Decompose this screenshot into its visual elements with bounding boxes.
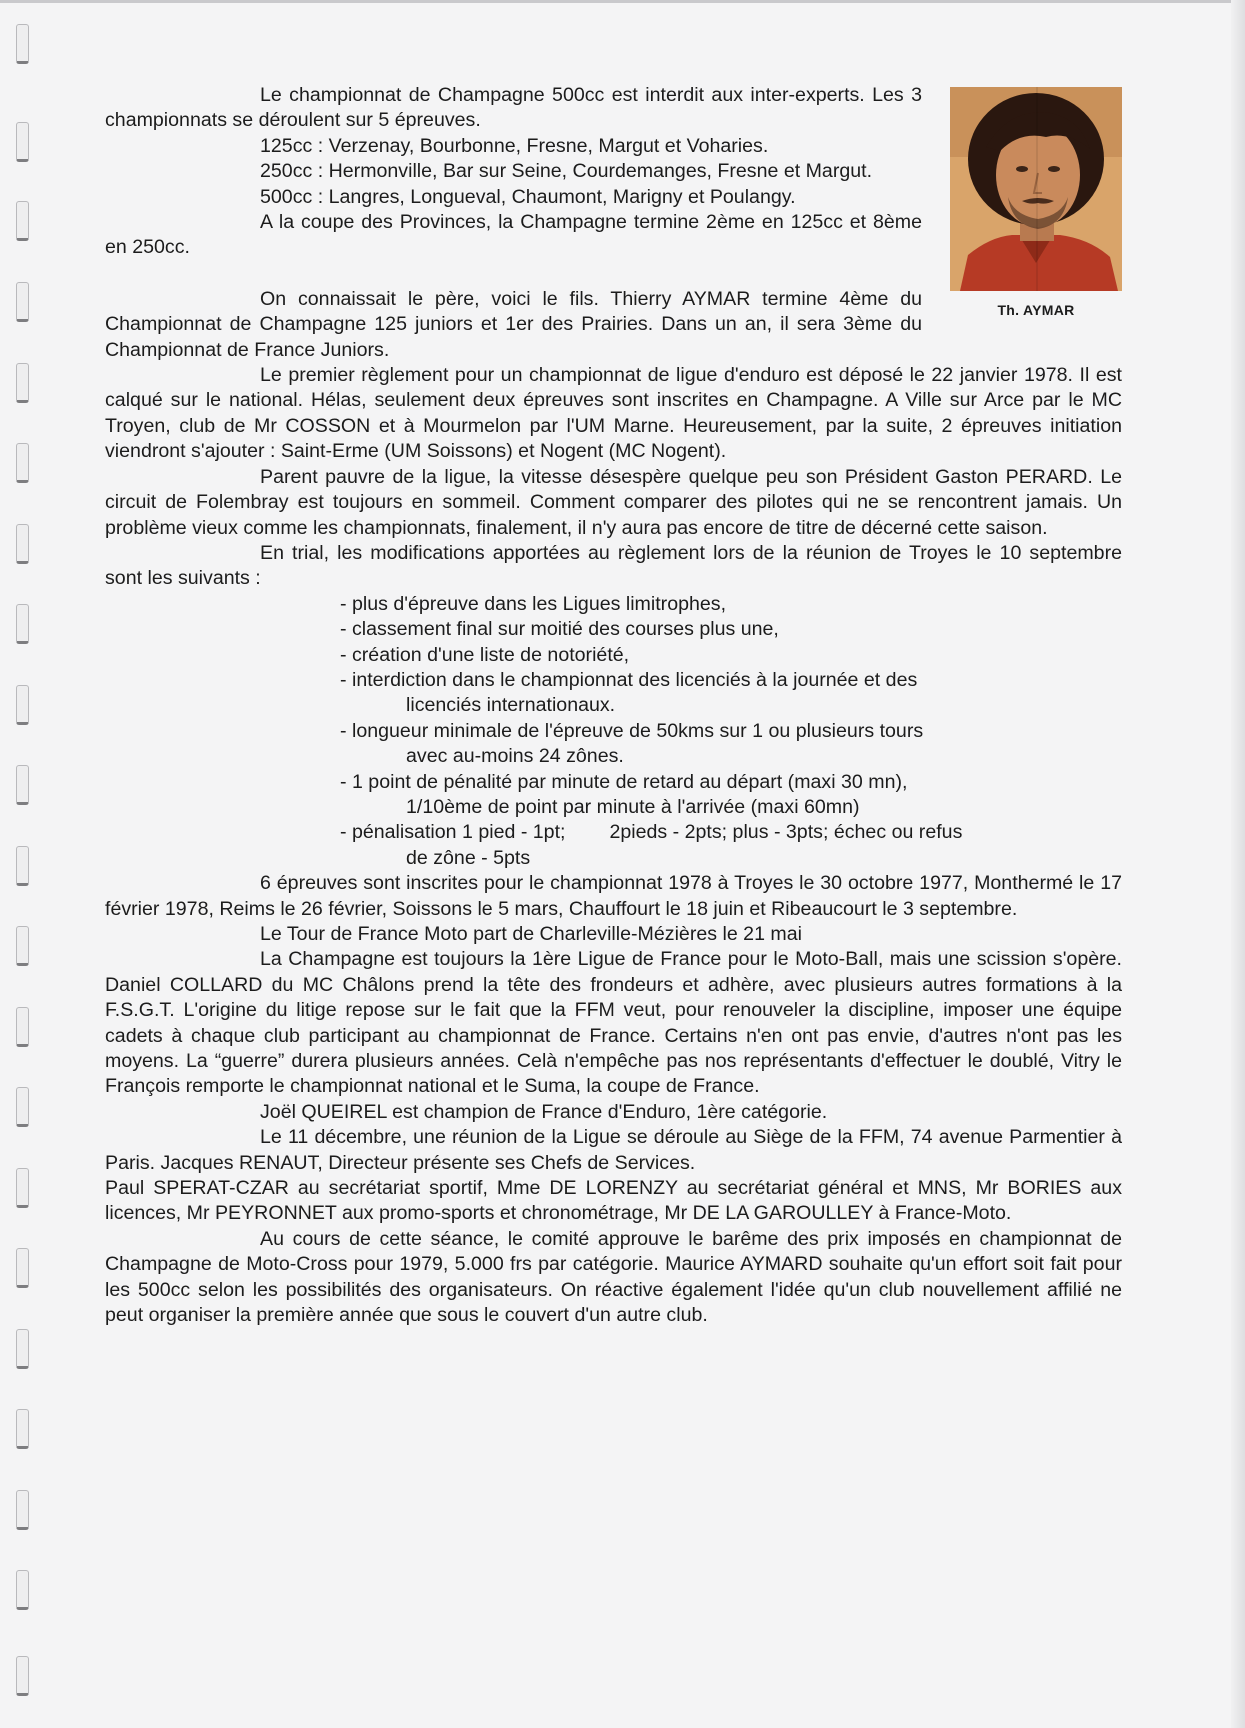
portrait-photo [950, 87, 1122, 291]
list-item-text: - plus d'épreuve dans les Ligues limitrophes, [340, 592, 727, 615]
document-body [105, 83, 1122, 1329]
paragraph-500cc-events: 500cc : Langres, Longueval, Chaumont, Marigny et Poulangy. [260, 185, 796, 208]
binding-slot [16, 24, 29, 64]
list-item [340, 617, 1122, 642]
paragraph-coupe-provinces: A la coupe des Provinces, la Champagne termine 2ème en 125cc et 8ème en 250cc. [105, 211, 922, 259]
binding-slot [16, 282, 29, 322]
binding-slot [16, 1248, 29, 1288]
binding-slot [16, 685, 29, 725]
paragraph-price-scale: Au cours de cette séance, le comité approuve le barême des prix imposés en championnat de Champagne de Moto-Cross pour 1979, 5.000 frs par catégorie. Maurice AYMARD souhaite qu'un effort soit fait pour les 500cc selon les possibilités des organisateurs. On réactive également l'idée qu'un club nouvellement affilié ne peut organiser la première année que sous le couvert d'un autre club. [105, 1227, 1122, 1327]
list-item [340, 719, 1122, 770]
list-item-text: - classement final sur moitié des courses plus une, [340, 618, 779, 641]
list-item-text: - pénalisation 1 pied - 1pt; [340, 821, 566, 844]
paragraph-125cc-events: 125cc : Verzenay, Bourbonne, Fresne, Margut et Voharies. [260, 134, 769, 157]
paragraph-ligue-meeting: Le 11 décembre, une réunion de la Ligue se déroule au Siège de la FFM, 74 avenue Parmentier à Paris. Jacques RENAUT, Directeur présente ses Chefs de Services. [105, 1126, 1122, 1174]
binding-slot [16, 1329, 29, 1369]
binding-slot [16, 1168, 29, 1208]
list-item [340, 770, 1122, 821]
binding-holes [14, 20, 36, 1720]
paragraph-enduro-rules: Le premier règlement pour un championnat de ligue d'enduro est déposé le 22 janvier 1978. Il est calqué sur le national. Hélas, seulement deux épreuves sont inscrites en Champagne. A Ville sur Arce par le MC Troyen, club de Mr COSSON et à Mourmelon par l'UM Marne. Heureusement, par la suite, 2 épreuves initiation viendront s'ajouter : Saint-Erme (UM Soissons) et Nogent (MC Nogent). [105, 364, 1122, 463]
paragraph-moto-ball: La Champagne est toujours la 1ère Ligue de France pour le Moto-Ball, mais une scission s'opère. Daniel COLLARD du MC Châlons prend la tête des frondeurs et adhère, avec plusieurs autres formations à la F.S.G.T. L'origine du litige repose sur le fait que la FFM veut, pour renouveler la discipline, imposer une équipe cadets à chaque club participant au championnat de France. Certains n'en ont pas envie, d'autres n'ont pas les moyens. La “guerre” durera plusieurs années. Celà n'empêche pas nos représentants d'effectuer le doublé, Vitry le François remporte le championnat national et le Suma, la coupe de France. [105, 948, 1122, 1098]
paragraph-trial-intro: En trial, les modifications apportées au règlement lors de la réunion de Troyes le 10 septembre sont les suivants : [105, 541, 1122, 590]
binding-slot [16, 524, 29, 564]
binding-slot [16, 1570, 29, 1610]
trial-modifications-list [105, 592, 1122, 871]
binding-slot [16, 122, 29, 162]
binding-slot [16, 1656, 29, 1696]
list-item [340, 820, 1122, 871]
portrait-figure [950, 87, 1122, 319]
portrait-image [950, 87, 1122, 291]
list-item-text: - interdiction dans le championnat des licenciés à la journée et des [340, 668, 918, 691]
paragraph-trial-calendar: 6 épreuves sont inscrites pour le championnat 1978 à Troyes le 30 octobre 1977, Monthermé le 17 février 1978, Reims le 26 février, Soissons le 5 mars, Chauffourt le 18 juin et Ribeaucourt le 3 septembre. [105, 872, 1122, 920]
binding-slot [16, 926, 29, 966]
list-item-text: - création d'une liste de notoriété, [340, 643, 630, 666]
list-item-continuation: de zône - 5pts [406, 846, 531, 869]
list-item-continuation: avec au-moins 24 zônes. [406, 745, 624, 768]
binding-slot [16, 765, 29, 805]
binding-slot [16, 604, 29, 644]
binding-slot [16, 846, 29, 886]
binding-slot [16, 201, 29, 241]
binding-slot [16, 1087, 29, 1127]
list-item-text: 2pieds - 2pts; plus - 3pts; échec ou refus [609, 821, 963, 844]
paragraph-service-chiefs: Paul SPERAT-CZAR au secrétariat sportif, Mme DE LORENZY au secrétariat général et MNS, Mr BORIES aux licences, Mr PEYRONNET aux promo-sports et chronométrage, Mr DE LA GAROULLEY à France-Moto. [105, 1177, 1122, 1225]
paragraph-250cc-events: 250cc : Hermonville, Bar sur Seine, Courdemanges, Fresne et Margut. [260, 160, 873, 183]
page-top-rule [0, 0, 1245, 3]
list-item [340, 643, 1122, 668]
list-item [340, 592, 1122, 617]
paragraph-vitesse: Parent pauvre de la ligue, la vitesse désespère quelque peu son Président Gaston PERARD. Le circuit de Folembray est toujours en sommeil. Comment comparer des pilotes qui ne se rencontrent jamais. Un problème vieux comme les championnats, finalement, il n'y aura pas encore de titre de décerné cette saison. [105, 465, 1122, 539]
binding-slot [16, 1490, 29, 1530]
list-item-continuation: 1/10ème de point par minute à l'arrivée (maxi 60mn) [406, 795, 860, 818]
binding-slot [16, 363, 29, 403]
binding-slot [16, 1007, 29, 1047]
list-item-text: - 1 point de pénalité par minute de retard au départ (maxi 30 mn), [340, 770, 908, 793]
list-item-text: - longueur minimale de l'épreuve de 50kms sur 1 ou plusieurs tours [340, 719, 924, 742]
paragraph-enduro-champion: Joël QUEIREL est champion de France d'Enduro, 1ère catégorie. [260, 1100, 828, 1123]
paragraph-tour-de-france: Le Tour de France Moto part de Charleville-Mézières le 21 mai [260, 923, 802, 945]
list-item-continuation: licenciés internationaux. [406, 694, 616, 717]
binding-slot [16, 1409, 29, 1449]
list-item [340, 668, 1122, 719]
page-edge-shadow [1231, 0, 1245, 1728]
portrait-caption: Th. AYMAR [997, 302, 1075, 318]
binding-slot [16, 443, 29, 483]
paragraph-thierry-aymar: On connaissait le père, voici le fils. Thierry AYMAR termine 4ème du Championnat de Champagne 125 juniors et 1er des Prairies. Dans un an, il sera 3ème du Championnat de France Juniors. [105, 287, 922, 361]
paragraph-championship-rules: Le championnat de Champagne 500cc est interdit aux inter-experts. Les 3 championnats se déroulent sur 5 épreuves. [105, 84, 922, 132]
